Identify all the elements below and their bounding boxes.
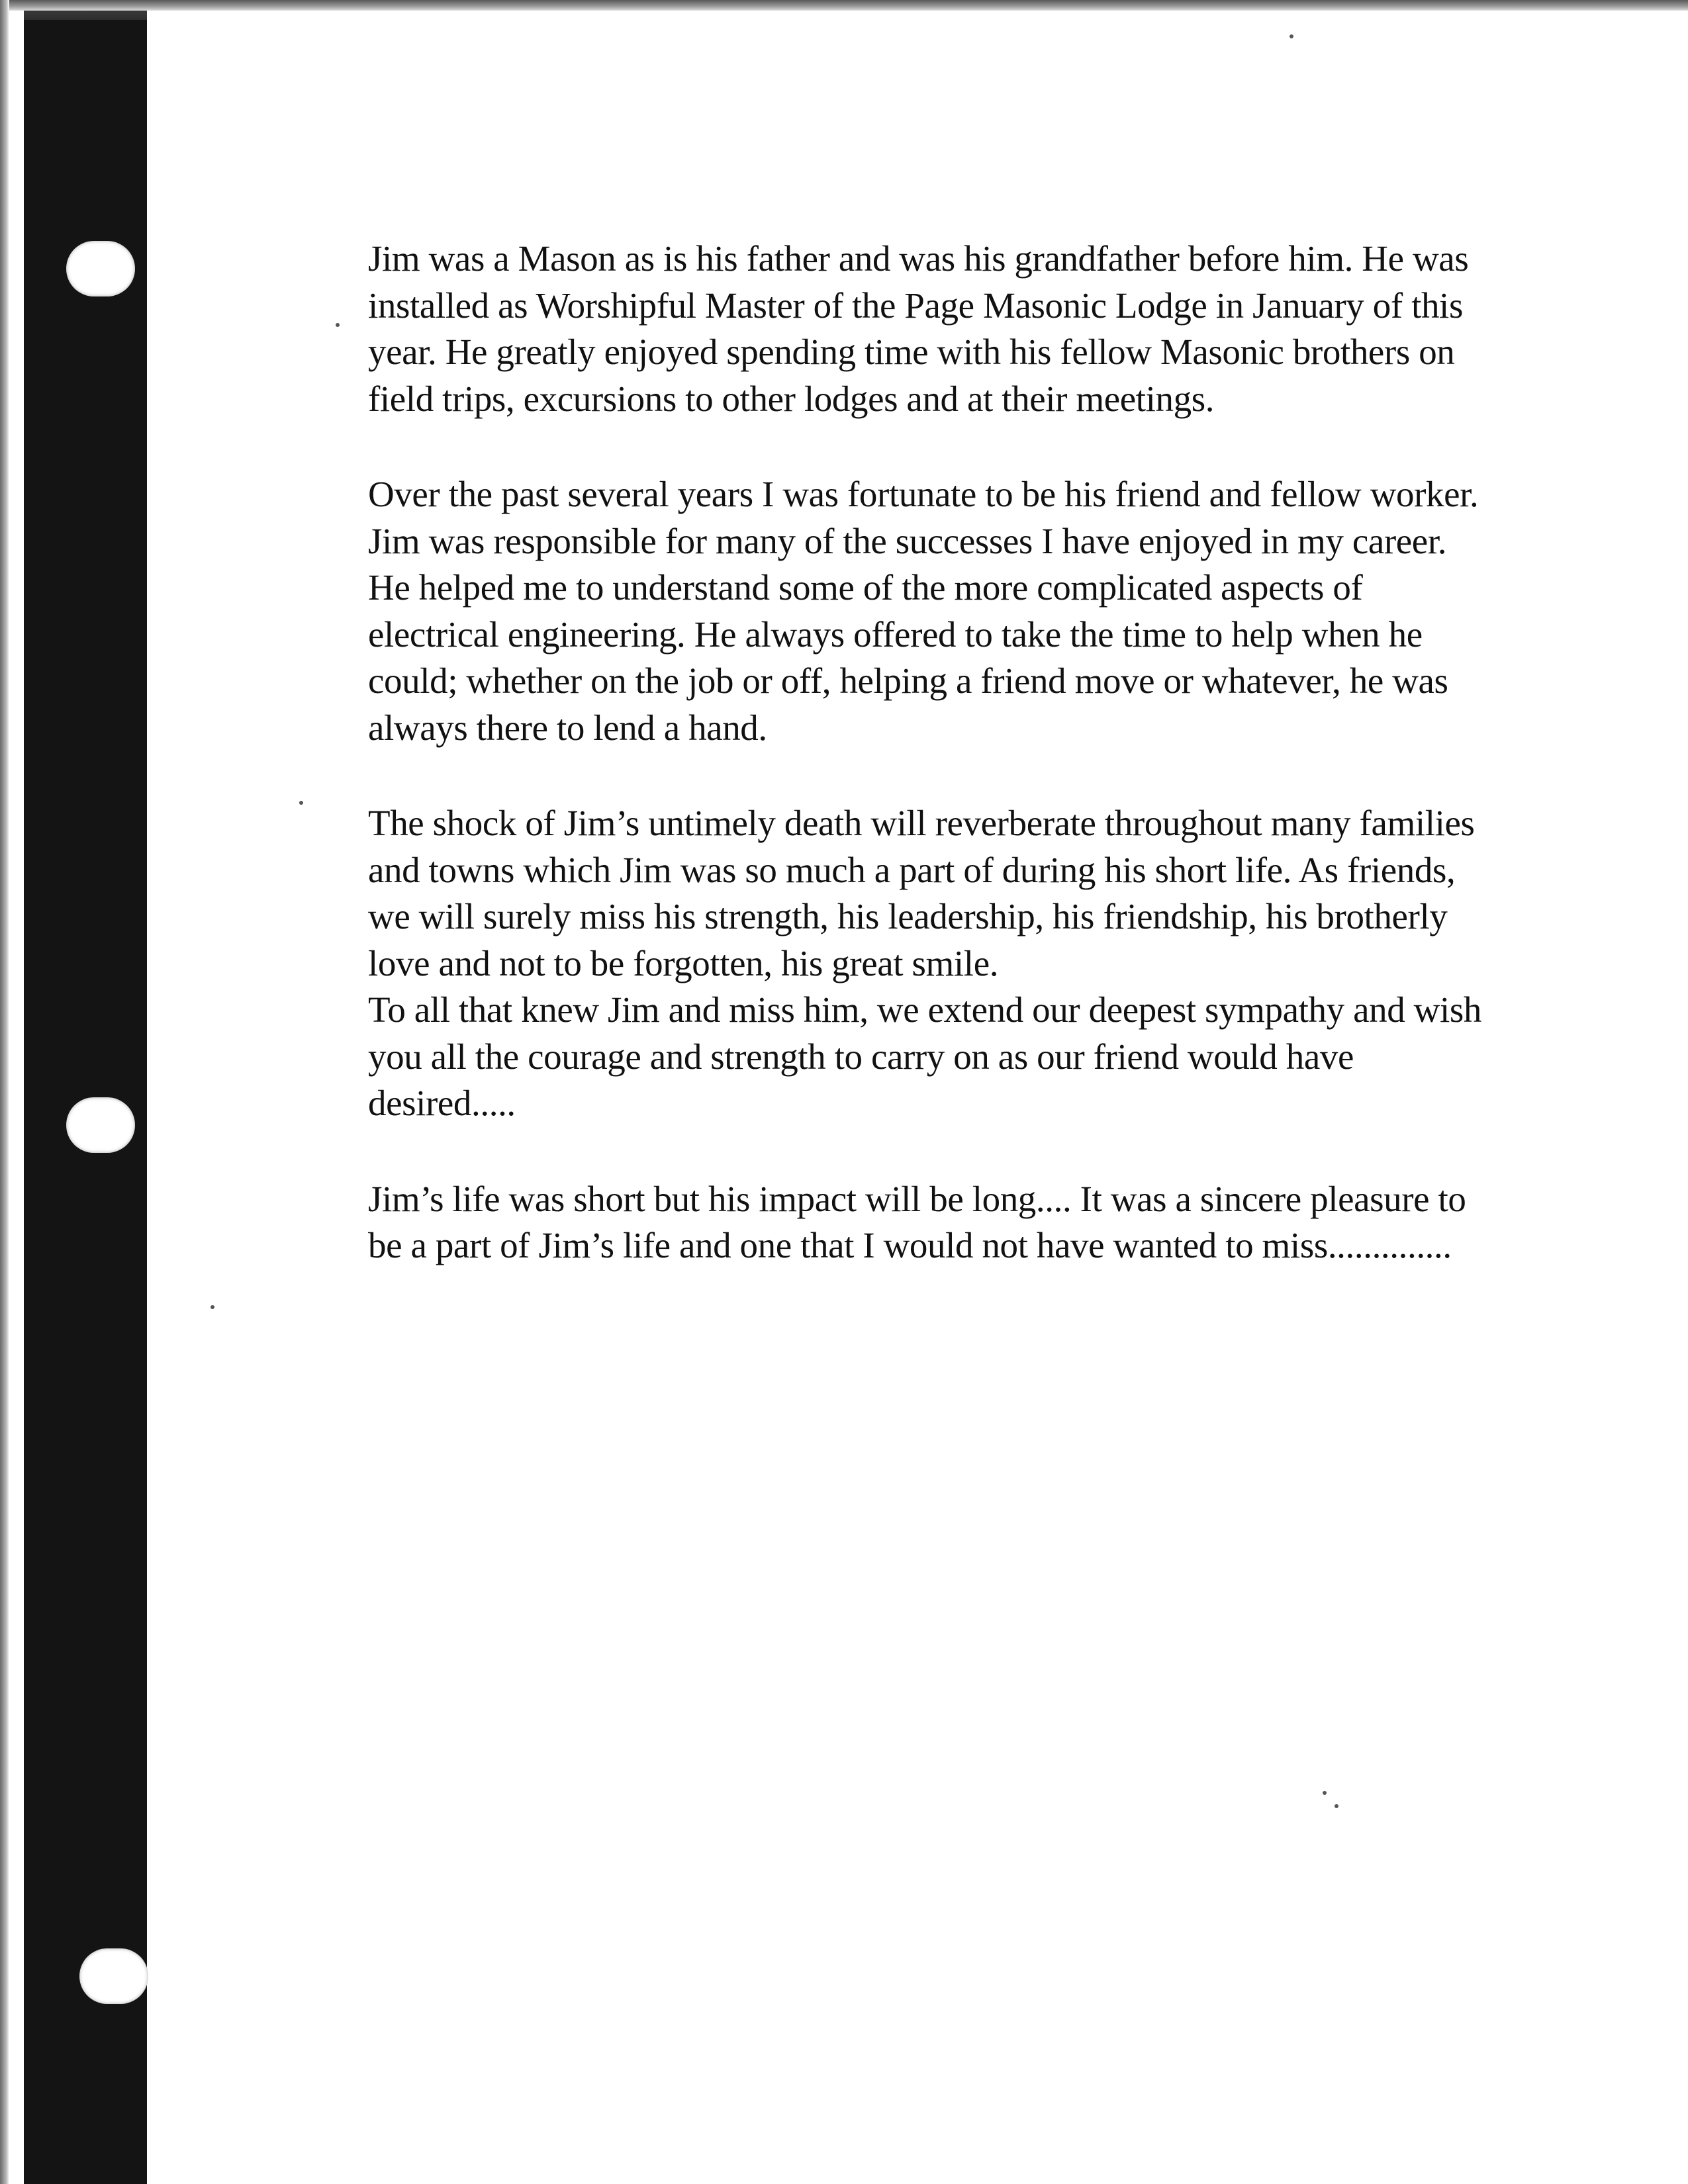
text-line: year. He greatly enjoyed spending time with his fellow Masonic brothers on xyxy=(368,332,1455,372)
paragraph-friendship xyxy=(368,471,1665,751)
scan-speck xyxy=(336,323,340,327)
text-line: Jim was a Mason as is his father and was his grandfather before him. He was xyxy=(368,238,1469,279)
text-line: be a part of Jim’s life and one that I would not have wanted to miss.............. xyxy=(368,1225,1452,1265)
paragraph-masonic xyxy=(368,236,1665,422)
scan-speck xyxy=(1289,34,1293,38)
letter-body xyxy=(368,236,1665,1269)
text-line: you all the courage and strength to carry on as our friend would have xyxy=(368,1036,1354,1077)
punch-hole-bottom xyxy=(79,1948,148,2004)
text-line: Jim was responsible for many of the successes I have enjoyed in my career. xyxy=(368,520,1447,561)
page-left-edge xyxy=(0,0,9,2184)
scan-speck xyxy=(211,1305,214,1309)
scan-speck xyxy=(299,801,303,805)
text-line: and towns which Jim was so much a part of during his short life. As friends, xyxy=(368,849,1456,890)
page-top-edge xyxy=(0,0,1688,11)
text-line: always there to lend a hand. xyxy=(368,707,767,748)
paragraph-sympathy xyxy=(368,987,1665,1127)
text-line: Over the past several years I was fortunate to be his friend and fellow worker. xyxy=(368,474,1479,514)
paragraph-closing xyxy=(368,1176,1665,1269)
text-line: The shock of Jim’s untimely death will reverberate throughout many families xyxy=(368,803,1475,843)
scan-speck xyxy=(1323,1791,1327,1795)
text-line: Jim’s life was short but his impact will be long.... It was a sincere pleasure to xyxy=(368,1178,1466,1219)
text-line: could; whether on the job or off, helping a friend move or whatever, he was xyxy=(368,660,1448,701)
text-line: love and not to be forgotten, his great smile. xyxy=(368,942,999,983)
paragraph-shock xyxy=(368,800,1665,987)
text-line: we will surely miss his strength, his leadership, his friendship, his brotherly xyxy=(368,896,1448,936)
text-line: installed as Worshipful Master of the Page Masonic Lodge in January of this xyxy=(368,285,1463,326)
scan-speck xyxy=(1335,1804,1338,1808)
text-line: electrical engineering. He always offered to take the time to help when he xyxy=(368,614,1423,655)
text-line: desired..... xyxy=(368,1083,516,1123)
text-line: He helped me to understand some of the more complicated aspects of xyxy=(368,567,1363,608)
punch-hole-middle xyxy=(66,1097,135,1153)
text-line: To all that knew Jim and miss him, we extend our deepest sympathy and wish xyxy=(368,989,1481,1030)
punch-hole-top xyxy=(66,241,135,296)
text-line: field trips, excursions to other lodges and at their meetings. xyxy=(368,378,1215,419)
